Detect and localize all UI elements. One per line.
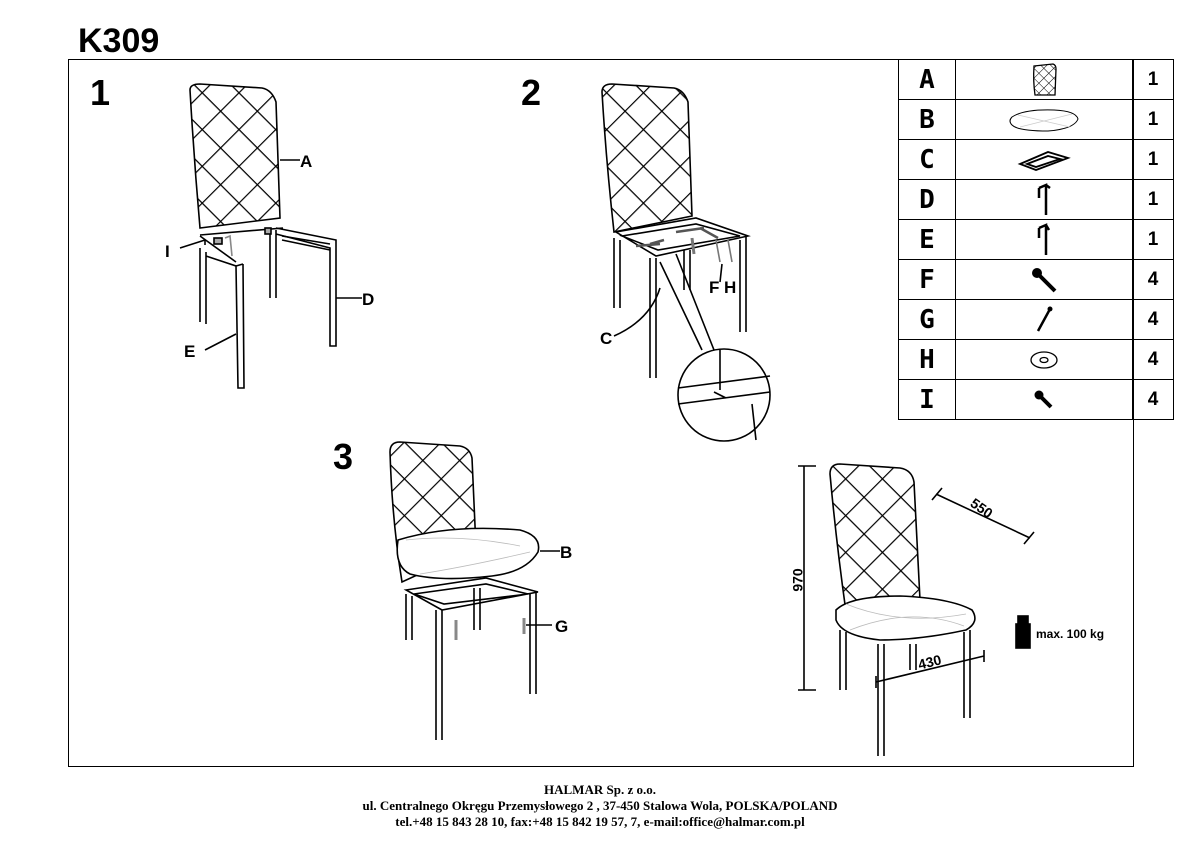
backrest-icon — [1029, 63, 1059, 97]
part-letter: D — [899, 180, 956, 220]
step1-backrest — [190, 84, 280, 228]
callout-g: G — [555, 617, 569, 636]
dimension-drawing — [798, 464, 1034, 756]
seat-frame-icon — [1016, 148, 1072, 172]
step2-backrest — [602, 84, 692, 232]
part-letter: C — [899, 140, 956, 180]
footer-contact: tel.+48 15 843 28 10, fax:+48 15 842 19 57, 7, e-mail:office@halmar.com.pl — [395, 814, 805, 829]
step3-seat-cushion — [397, 528, 538, 578]
dimension-width: 430 — [916, 651, 943, 673]
step1-leg-d — [270, 228, 336, 346]
part-qty: 4 — [1133, 340, 1174, 380]
part-row — [899, 220, 1174, 260]
leg-e-icon — [1034, 222, 1054, 258]
step1-leg-e — [200, 248, 244, 388]
callout-f: F — [709, 278, 720, 297]
step-number-2: 2 — [521, 72, 542, 113]
part-row — [899, 60, 1174, 100]
part-row — [899, 260, 1174, 300]
part-letter: H — [899, 340, 956, 380]
callout-h: H — [724, 278, 737, 297]
small-bolt-icon — [1031, 387, 1057, 413]
leg-d-icon — [1034, 182, 1054, 218]
screw-icon — [1032, 305, 1056, 335]
step-number-3: 3 — [333, 436, 354, 477]
step1-drawing — [180, 84, 362, 388]
part-qty: 1 — [1133, 60, 1174, 100]
part-row — [899, 380, 1174, 420]
dimension-depth: 550 — [967, 494, 996, 522]
step2-drawing — [602, 84, 770, 441]
part-row — [899, 340, 1174, 380]
footer-company: HALMAR Sp. z o.o. — [544, 782, 656, 797]
document-title: K309 — [78, 22, 160, 60]
part-qty: 4 — [1133, 300, 1174, 340]
footer-address: ul. Centralnego Okręgu Przemysłowego 2 , 37-450 Stalowa Wola, POLSKA/POLAND — [362, 798, 838, 813]
bolt-icon — [1029, 265, 1059, 295]
callout-c: C — [600, 329, 613, 348]
part-qty: 1 — [1133, 220, 1174, 260]
part-letter: I — [899, 380, 956, 420]
part-qty: 4 — [1133, 380, 1174, 420]
part-qty: 1 — [1133, 180, 1174, 220]
callout-d: D — [362, 290, 375, 309]
callout-e: E — [184, 342, 196, 361]
part-qty: 1 — [1133, 140, 1174, 180]
washer-icon — [1028, 348, 1060, 372]
dimension-backrest — [830, 464, 920, 612]
part-letter: F — [899, 260, 956, 300]
parts-table — [898, 59, 1174, 420]
part-letter: E — [899, 220, 956, 260]
part-row — [899, 140, 1174, 180]
seat-cushion-icon — [1004, 105, 1084, 135]
step3-drawing — [390, 442, 560, 740]
callout-a-step1: A — [300, 152, 313, 171]
part-letter: A — [899, 60, 956, 100]
part-letter: G — [899, 300, 956, 340]
part-letter: B — [899, 100, 956, 140]
part-row — [899, 300, 1174, 340]
dimension-height: 970 — [789, 568, 806, 592]
max-load-label: max. 100 kg — [1036, 627, 1105, 641]
part-qty: 4 — [1133, 260, 1174, 300]
callout-i: I — [165, 242, 170, 261]
part-qty: 1 — [1133, 100, 1174, 140]
company-footer — [0, 782, 1200, 830]
callout-b: B — [560, 543, 573, 562]
part-row — [899, 100, 1174, 140]
part-row — [899, 180, 1174, 220]
step-number-1: 1 — [90, 72, 111, 113]
